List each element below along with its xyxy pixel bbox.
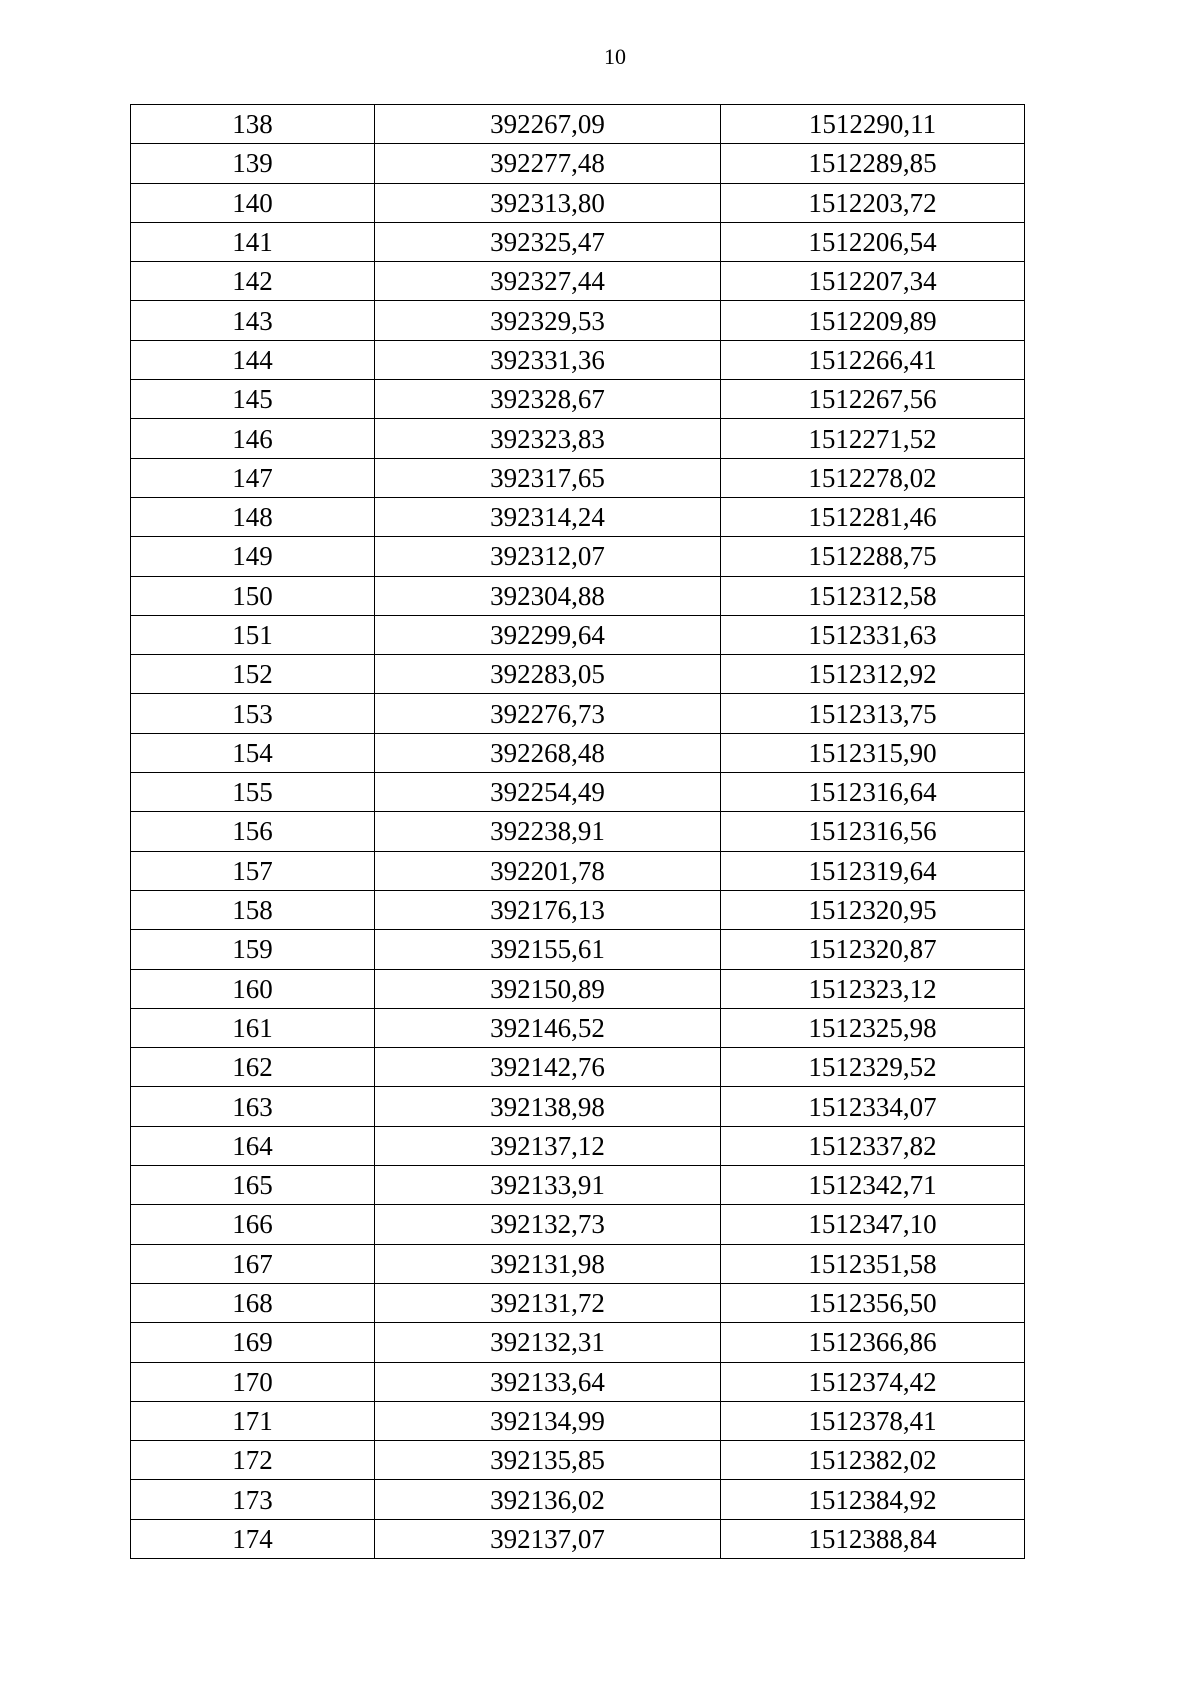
y-coordinate-cell: 1512388,84 bbox=[721, 1519, 1025, 1558]
point-number-cell: 145 bbox=[131, 380, 375, 419]
x-coordinate-cell: 392146,52 bbox=[375, 1008, 721, 1047]
x-coordinate-cell: 392328,67 bbox=[375, 380, 721, 419]
table-row bbox=[131, 773, 1025, 812]
point-number-cell: 162 bbox=[131, 1048, 375, 1087]
point-number-cell: 169 bbox=[131, 1323, 375, 1362]
x-coordinate-cell: 392137,07 bbox=[375, 1519, 721, 1558]
point-number-cell: 139 bbox=[131, 144, 375, 183]
point-number-cell: 164 bbox=[131, 1126, 375, 1165]
y-coordinate-cell: 1512207,34 bbox=[721, 262, 1025, 301]
y-coordinate-cell: 1512347,10 bbox=[721, 1205, 1025, 1244]
y-coordinate-cell: 1512382,02 bbox=[721, 1441, 1025, 1480]
point-number-cell: 146 bbox=[131, 419, 375, 458]
point-number-cell: 144 bbox=[131, 340, 375, 379]
table-row bbox=[131, 576, 1025, 615]
y-coordinate-cell: 1512316,56 bbox=[721, 812, 1025, 851]
x-coordinate-cell: 392133,64 bbox=[375, 1362, 721, 1401]
point-number-cell: 167 bbox=[131, 1244, 375, 1283]
x-coordinate-cell: 392131,72 bbox=[375, 1283, 721, 1322]
y-coordinate-cell: 1512281,46 bbox=[721, 497, 1025, 536]
x-coordinate-cell: 392268,48 bbox=[375, 733, 721, 772]
table-row bbox=[131, 694, 1025, 733]
x-coordinate-cell: 392131,98 bbox=[375, 1244, 721, 1283]
coordinates-table-body bbox=[131, 105, 1025, 1559]
y-coordinate-cell: 1512320,95 bbox=[721, 890, 1025, 929]
y-coordinate-cell: 1512331,63 bbox=[721, 615, 1025, 654]
x-coordinate-cell: 392254,49 bbox=[375, 773, 721, 812]
point-number-cell: 159 bbox=[131, 930, 375, 969]
y-coordinate-cell: 1512323,12 bbox=[721, 969, 1025, 1008]
y-coordinate-cell: 1512320,87 bbox=[721, 930, 1025, 969]
table-row bbox=[131, 222, 1025, 261]
y-coordinate-cell: 1512209,89 bbox=[721, 301, 1025, 340]
y-coordinate-cell: 1512203,72 bbox=[721, 183, 1025, 222]
table-row bbox=[131, 183, 1025, 222]
point-number-cell: 148 bbox=[131, 497, 375, 536]
y-coordinate-cell: 1512337,82 bbox=[721, 1126, 1025, 1165]
x-coordinate-cell: 392331,36 bbox=[375, 340, 721, 379]
point-number-cell: 170 bbox=[131, 1362, 375, 1401]
y-coordinate-cell: 1512206,54 bbox=[721, 222, 1025, 261]
y-coordinate-cell: 1512313,75 bbox=[721, 694, 1025, 733]
table-row bbox=[131, 497, 1025, 536]
point-number-cell: 168 bbox=[131, 1283, 375, 1322]
table-row bbox=[131, 340, 1025, 379]
table-row bbox=[131, 1087, 1025, 1126]
point-number-cell: 154 bbox=[131, 733, 375, 772]
point-number-cell: 151 bbox=[131, 615, 375, 654]
y-coordinate-cell: 1512366,86 bbox=[721, 1323, 1025, 1362]
point-number-cell: 157 bbox=[131, 851, 375, 890]
x-coordinate-cell: 392135,85 bbox=[375, 1441, 721, 1480]
x-coordinate-cell: 392329,53 bbox=[375, 301, 721, 340]
y-coordinate-cell: 1512378,41 bbox=[721, 1401, 1025, 1440]
point-number-cell: 172 bbox=[131, 1441, 375, 1480]
y-coordinate-cell: 1512329,52 bbox=[721, 1048, 1025, 1087]
y-coordinate-cell: 1512374,42 bbox=[721, 1362, 1025, 1401]
table-row bbox=[131, 1519, 1025, 1558]
y-coordinate-cell: 1512334,07 bbox=[721, 1087, 1025, 1126]
y-coordinate-cell: 1512351,58 bbox=[721, 1244, 1025, 1283]
point-number-cell: 160 bbox=[131, 969, 375, 1008]
point-number-cell: 150 bbox=[131, 576, 375, 615]
x-coordinate-cell: 392134,99 bbox=[375, 1401, 721, 1440]
point-number-cell: 152 bbox=[131, 655, 375, 694]
point-number-cell: 174 bbox=[131, 1519, 375, 1558]
table-row bbox=[131, 105, 1025, 144]
x-coordinate-cell: 392132,73 bbox=[375, 1205, 721, 1244]
y-coordinate-cell: 1512312,92 bbox=[721, 655, 1025, 694]
x-coordinate-cell: 392325,47 bbox=[375, 222, 721, 261]
y-coordinate-cell: 1512288,75 bbox=[721, 537, 1025, 576]
point-number-cell: 143 bbox=[131, 301, 375, 340]
page-number: 10 bbox=[604, 44, 626, 69]
x-coordinate-cell: 392132,31 bbox=[375, 1323, 721, 1362]
x-coordinate-cell: 392312,07 bbox=[375, 537, 721, 576]
y-coordinate-cell: 1512271,52 bbox=[721, 419, 1025, 458]
y-coordinate-cell: 1512289,85 bbox=[721, 144, 1025, 183]
x-coordinate-cell: 392137,12 bbox=[375, 1126, 721, 1165]
x-coordinate-cell: 392314,24 bbox=[375, 497, 721, 536]
x-coordinate-cell: 392142,76 bbox=[375, 1048, 721, 1087]
y-coordinate-cell: 1512316,64 bbox=[721, 773, 1025, 812]
y-coordinate-cell: 1512342,71 bbox=[721, 1166, 1025, 1205]
x-coordinate-cell: 392136,02 bbox=[375, 1480, 721, 1519]
x-coordinate-cell: 392323,83 bbox=[375, 419, 721, 458]
y-coordinate-cell: 1512356,50 bbox=[721, 1283, 1025, 1322]
table-row bbox=[131, 890, 1025, 929]
table-row bbox=[131, 969, 1025, 1008]
x-coordinate-cell: 392150,89 bbox=[375, 969, 721, 1008]
y-coordinate-cell: 1512325,98 bbox=[721, 1008, 1025, 1047]
x-coordinate-cell: 392277,48 bbox=[375, 144, 721, 183]
x-coordinate-cell: 392304,88 bbox=[375, 576, 721, 615]
x-coordinate-cell: 392267,09 bbox=[375, 105, 721, 144]
table-row bbox=[131, 144, 1025, 183]
table-row bbox=[131, 458, 1025, 497]
point-number-cell: 140 bbox=[131, 183, 375, 222]
table-row bbox=[131, 1283, 1025, 1322]
point-number-cell: 166 bbox=[131, 1205, 375, 1244]
y-coordinate-cell: 1512267,56 bbox=[721, 380, 1025, 419]
point-number-cell: 138 bbox=[131, 105, 375, 144]
point-number-cell: 147 bbox=[131, 458, 375, 497]
point-number-cell: 173 bbox=[131, 1480, 375, 1519]
table-row bbox=[131, 851, 1025, 890]
x-coordinate-cell: 392283,05 bbox=[375, 655, 721, 694]
x-coordinate-cell: 392317,65 bbox=[375, 458, 721, 497]
point-number-cell: 171 bbox=[131, 1401, 375, 1440]
table-row bbox=[131, 655, 1025, 694]
table-row bbox=[131, 380, 1025, 419]
point-number-cell: 155 bbox=[131, 773, 375, 812]
table-row bbox=[131, 1048, 1025, 1087]
x-coordinate-cell: 392276,73 bbox=[375, 694, 721, 733]
y-coordinate-cell: 1512290,11 bbox=[721, 105, 1025, 144]
table-row bbox=[131, 930, 1025, 969]
x-coordinate-cell: 392138,98 bbox=[375, 1087, 721, 1126]
table-row bbox=[131, 537, 1025, 576]
table-row bbox=[131, 812, 1025, 851]
table-row bbox=[131, 419, 1025, 458]
y-coordinate-cell: 1512319,64 bbox=[721, 851, 1025, 890]
x-coordinate-cell: 392327,44 bbox=[375, 262, 721, 301]
table-row bbox=[131, 1323, 1025, 1362]
table-row bbox=[131, 1126, 1025, 1165]
table-row bbox=[131, 615, 1025, 654]
x-coordinate-cell: 392133,91 bbox=[375, 1166, 721, 1205]
table-row bbox=[131, 1205, 1025, 1244]
point-number-cell: 149 bbox=[131, 537, 375, 576]
point-number-cell: 156 bbox=[131, 812, 375, 851]
table-row bbox=[131, 1008, 1025, 1047]
y-coordinate-cell: 1512278,02 bbox=[721, 458, 1025, 497]
coordinates-table bbox=[130, 104, 1025, 1559]
point-number-cell: 153 bbox=[131, 694, 375, 733]
point-number-cell: 141 bbox=[131, 222, 375, 261]
y-coordinate-cell: 1512384,92 bbox=[721, 1480, 1025, 1519]
table-row bbox=[131, 1166, 1025, 1205]
table-row bbox=[131, 1441, 1025, 1480]
point-number-cell: 165 bbox=[131, 1166, 375, 1205]
table-row bbox=[131, 1244, 1025, 1283]
table-row bbox=[131, 301, 1025, 340]
table-row bbox=[131, 1401, 1025, 1440]
table-row bbox=[131, 262, 1025, 301]
y-coordinate-cell: 1512315,90 bbox=[721, 733, 1025, 772]
x-coordinate-cell: 392201,78 bbox=[375, 851, 721, 890]
table-row bbox=[131, 1362, 1025, 1401]
x-coordinate-cell: 392238,91 bbox=[375, 812, 721, 851]
x-coordinate-cell: 392299,64 bbox=[375, 615, 721, 654]
x-coordinate-cell: 392313,80 bbox=[375, 183, 721, 222]
point-number-cell: 142 bbox=[131, 262, 375, 301]
point-number-cell: 163 bbox=[131, 1087, 375, 1126]
point-number-cell: 158 bbox=[131, 890, 375, 929]
table-row bbox=[131, 733, 1025, 772]
x-coordinate-cell: 392176,13 bbox=[375, 890, 721, 929]
y-coordinate-cell: 1512312,58 bbox=[721, 576, 1025, 615]
table-row bbox=[131, 1480, 1025, 1519]
point-number-cell: 161 bbox=[131, 1008, 375, 1047]
y-coordinate-cell: 1512266,41 bbox=[721, 340, 1025, 379]
x-coordinate-cell: 392155,61 bbox=[375, 930, 721, 969]
